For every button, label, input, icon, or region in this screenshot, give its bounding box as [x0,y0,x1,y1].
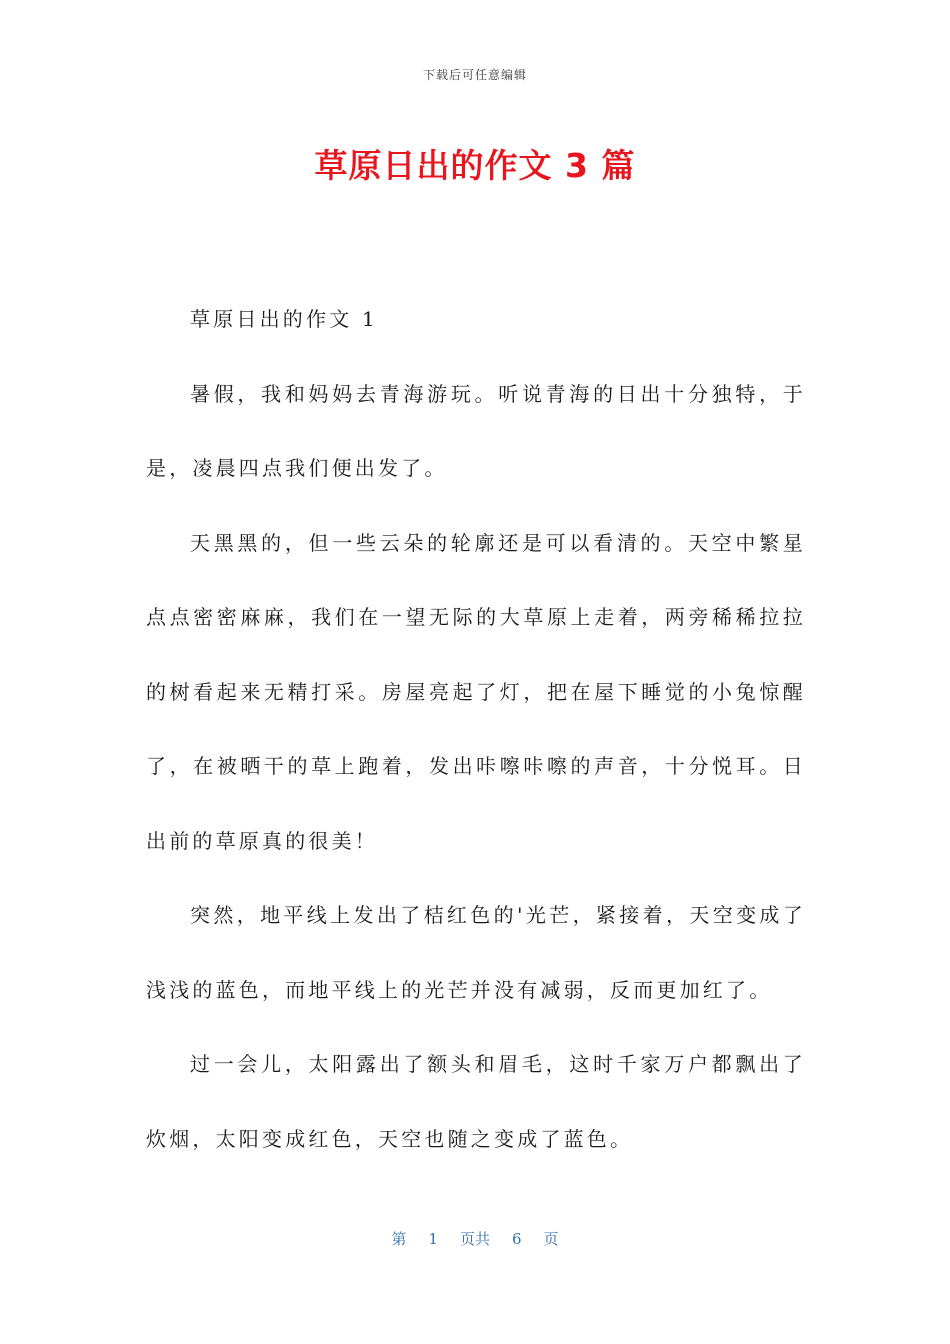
current-page-number: 1 [428,1230,438,1248]
section-heading: 草原日出的作文 1 [190,307,378,331]
page-label-suffix: 页 [543,1230,559,1248]
paragraph: 过一会儿，太阳露出了额头和眉毛，这时千家万户都飘出了炊烟，太阳变成红色，天空也随之变成了蓝色。 [146,1052,806,1151]
total-pages-number: 6 [512,1230,522,1248]
page-footer [0,1228,950,1249]
page-label-prefix: 第 [391,1230,407,1248]
paragraph: 天黑黑的，但一些云朵的轮廓还是可以看清的。天空中繁星点点密密麻麻，我们在一望无际的大草原上走着，两旁稀稀拉拉的树看起来无精打采。房屋亮起了灯，把在屋下睡觉的小兔惊醒了，在被晒干的草上跑着，发出咔嚓咔嚓的声音，十分悦耳。日出前的草原真的很美！ [146,530,806,853]
page-label-mid: 页共 [459,1230,490,1248]
paragraph: 突然，地平线上发出了桔红色的'光芒，紧接着，天空变成了浅浅的蓝色，而地平线上的光芒并没有减弱，反而更加红了。 [146,903,806,1002]
document-body [146,282,806,1176]
document-title: 草原日出的作文 3 篇 [314,146,636,185]
paragraph: 暑假，我和妈妈去青海游玩。听说青海的日出十分独特，于是，凌晨四点我们便出发了。 [146,381,806,480]
header-note: 下载后可任意编辑 [422,68,527,82]
